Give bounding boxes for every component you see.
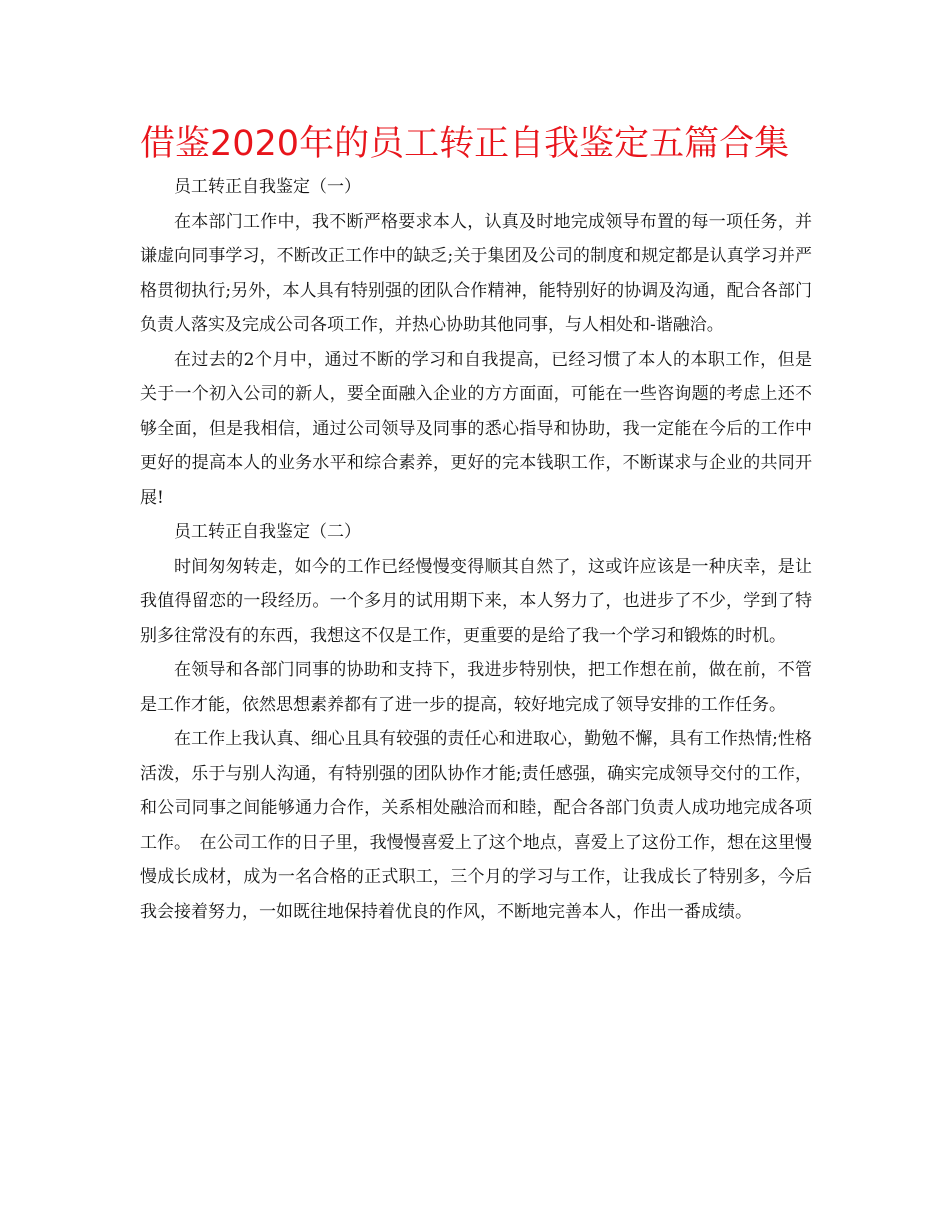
document-title: 借鉴2020年的员工转正自我鉴定五篇合集 bbox=[140, 124, 790, 164]
body-paragraph: 在领导和各部门同事的协助和支持下，我进步特别快，把工作想在前，做在前，不管是工作才能，依然思想素养都有了进一步的提高，较好地完成了领导安排的工作任务。 bbox=[140, 660, 812, 715]
section-heading: 员工转正自我鉴定（一） bbox=[174, 177, 361, 197]
body-paragraph: 在工作上我认真、细心且具有较强的责任心和进取心，勤勉不懈，具有工作热情;性格活泼，乐于与别人沟通，有特别强的团队协作才能;责任感强，确实完成领导交付的工作，和公司同事之间能够通力合作，关系相处融洽而和睦，配合各部门负责人成功地完成各项工作。 在公司工作的日子里，我慢慢喜爱上了这个地点，喜爱上了这份工作，想在这里慢慢成长成材，成为一名合格的正式职工，三个月的学习与工作，让我成长了特别多，今后我会接着努力，一如既往地保持着优良的作风，不断地完善本人，作出一番成绩。 bbox=[140, 729, 812, 922]
document-body bbox=[140, 170, 812, 929]
body-paragraph: 时间匆匆转走，如今的工作已经慢慢变得顺其自然了，这或许应该是一种庆幸，是让我值得留恋的一段经历。一个多月的试用期下来，本人努力了，也进步了不少，学到了特别多往常没有的东西，我想这不仅是工作，更重要的是给了我一个学习和锻炼的时机。 bbox=[140, 556, 812, 646]
section-heading: 员工转正自我鉴定（二） bbox=[174, 522, 361, 542]
body-paragraph: 在本部门工作中，我不断严格要求本人，认真及时地完成领导布置的每一项任务，并谦虚向同事学习，不断改正工作中的缺乏;关于集团及公司的制度和规定都是认真学习并严格贯彻执行;另外，本人具有特别强的团队合作精神，能特别好的协调及沟通，配合各部门负责人落实及完成公司各项工作，并热心协助其他同事，与人相处和-谐融洽。 bbox=[140, 211, 812, 335]
body-paragraph: 在过去的2个月中，通过不断的学习和自我提高，已经习惯了本人的本职工作，但是关于一个初入公司的新人，要全面融入企业的方方面面，可能在一些咨询题的考虑上还不够全面，但是我相信，通过公司领导及同事的悉心指导和协助，我一定能在今后的工作中更好的提高本人的业务水平和综合素养，更好的完本钱职工作，不断谋求与企业的共同开展! bbox=[140, 349, 812, 508]
